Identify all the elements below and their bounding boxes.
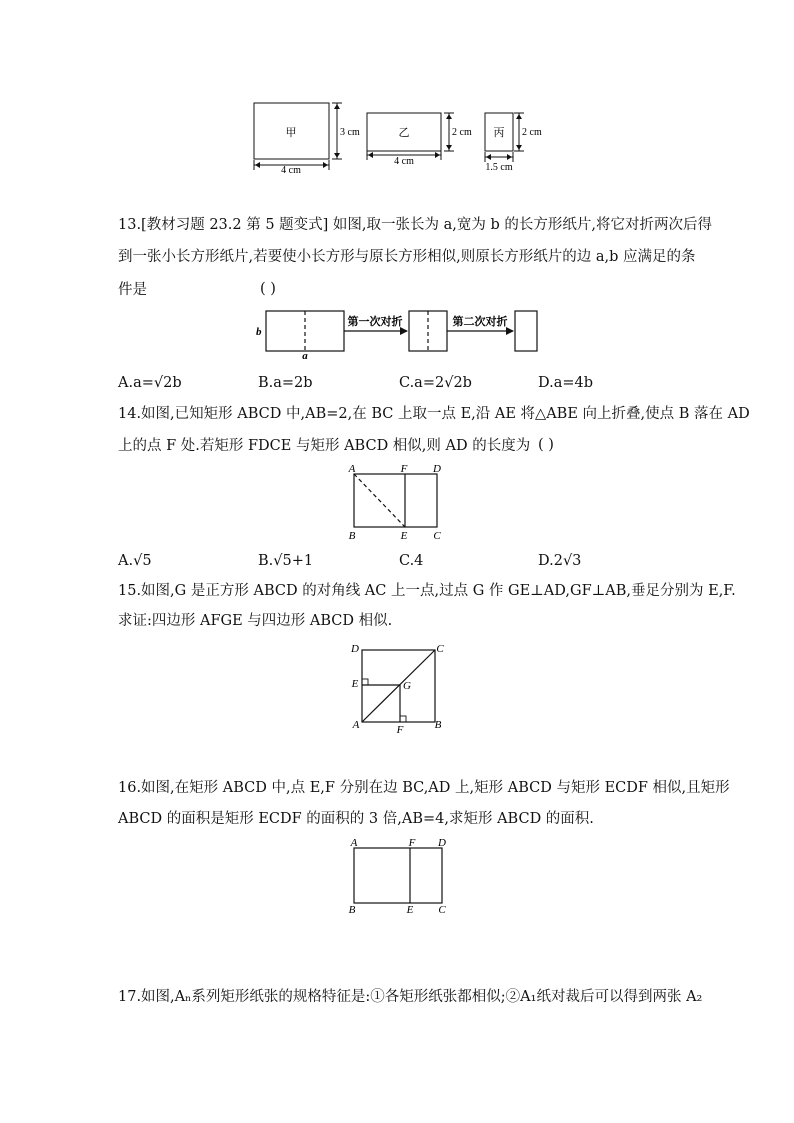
q15-line1: 15.如图,G 是正方形 ABCD 的对角线 AC 上一点,过点 G 作 GE⊥AD,GF⊥AB,垂足分别为 E,F. bbox=[118, 583, 736, 599]
q15-point-c: C bbox=[436, 643, 444, 655]
q14-point-b: B bbox=[348, 530, 356, 542]
q13-option-b: B.a=2b bbox=[258, 375, 313, 391]
dim-jia-w: 4 cm bbox=[281, 165, 301, 175]
q14-option-a: A.√5 bbox=[118, 553, 152, 569]
q13-option-a: A.a=√2b bbox=[118, 375, 182, 391]
q14-point-a: A bbox=[348, 463, 356, 475]
dim-bing-h: 2 cm bbox=[522, 127, 542, 138]
q13-step1-label: 第一次对折 bbox=[347, 316, 403, 328]
q14-point-e: E bbox=[400, 530, 408, 542]
q14-option-c: C.4 bbox=[399, 553, 424, 569]
q14-line2: 上的点 F 处.若矩形 FDCE 与矩形 ABCD 相似,则 AD 的长度为 bbox=[118, 438, 531, 454]
q15-point-a: A bbox=[352, 719, 360, 731]
q15-point-g: G bbox=[403, 680, 411, 692]
q13-label-a: a bbox=[302, 350, 308, 361]
q16-point-a: A bbox=[350, 837, 358, 849]
q16-point-f: F bbox=[408, 837, 416, 849]
q15-point-f: F bbox=[396, 724, 404, 736]
q15-point-d: D bbox=[351, 643, 359, 655]
q16-point-c: C bbox=[438, 904, 446, 916]
q16-rect-abcd bbox=[354, 848, 442, 903]
q14-point-d: D bbox=[433, 463, 441, 475]
rectangles-figure bbox=[240, 95, 550, 175]
q16-line2: ABCD 的面积是矩形 ECDF 的面积的 3 倍,AB=4,求矩形 ABCD 的面积. bbox=[118, 811, 594, 827]
q14-answer-bracket: ( ) bbox=[538, 437, 554, 453]
q15-line2: 求证:四边形 AFGE 与四边形 ABCD 相似. bbox=[118, 613, 393, 629]
q16-point-e: E bbox=[406, 904, 414, 916]
q14-line1: 14.如图,已知矩形 ABCD 中,AB=2,在 BC 上取一点 E,沿 AE 将△ABE 向上折叠,使点 B 落在 AD bbox=[118, 406, 750, 422]
dim-jia-h: 3 cm bbox=[340, 127, 360, 138]
q13-answer-bracket: ( ) bbox=[260, 281, 276, 297]
q16-line1: 16.如图,在矩形 ABCD 中,点 E,F 分别在边 BC,AD 上,矩形 ABCD 与矩形 ECDF 相似,且矩形 bbox=[118, 780, 730, 796]
q15-figure bbox=[340, 640, 450, 736]
q13-step2-label: 第二次对折 bbox=[452, 316, 508, 328]
label-bing: 丙 bbox=[493, 127, 505, 139]
q14-point-c: C bbox=[433, 530, 441, 542]
q13-line3: 件是 bbox=[118, 282, 147, 298]
dim-yi-w: 4 cm bbox=[394, 156, 414, 167]
q15-point-e: E bbox=[351, 678, 359, 690]
q14-rect-abcd bbox=[354, 474, 437, 527]
q15-point-b: B bbox=[434, 719, 442, 731]
q14-figure bbox=[340, 462, 450, 542]
dim-bing-w: 1.5 cm bbox=[485, 162, 513, 173]
label-jia: 甲 bbox=[285, 127, 297, 139]
q13-line1: 13.[教材习题 23.2 第 5 题变式] 如图,取一张长为 a,宽为 b 的长方形纸片,将它对折两次后得 bbox=[118, 217, 713, 233]
q13-line2: 到一张小长方形纸片,若要使小长方形与原长方形相似,则原长方形纸片的边 a,b 应满足的条 bbox=[118, 249, 696, 265]
q13-original-rect bbox=[266, 311, 344, 351]
q17-line1: 17.如图,Aₙ系列矩形纸张的规格特征是:①各矩形纸张都相似;②A₁纸对裁后可以得到两张 A₂ bbox=[118, 989, 703, 1005]
q13-label-b: b bbox=[256, 326, 262, 338]
q16-figure bbox=[340, 834, 450, 916]
q14-option-d: D.2√3 bbox=[538, 553, 582, 569]
q14-option-b: B.√5+1 bbox=[258, 553, 314, 569]
q16-point-d: D bbox=[438, 837, 446, 849]
q13-folding-figure bbox=[252, 305, 552, 361]
q13-folded-twice-rect bbox=[515, 311, 537, 351]
dim-yi-h: 2 cm bbox=[452, 127, 472, 138]
q14-point-f: F bbox=[400, 463, 408, 475]
q13-option-c: C.a=2√2b bbox=[399, 375, 472, 391]
q13-option-d: D.a=4b bbox=[538, 375, 594, 391]
label-yi: 乙 bbox=[398, 127, 410, 139]
q13-folded-once-rect bbox=[409, 311, 447, 351]
q16-point-b: B bbox=[348, 904, 356, 916]
